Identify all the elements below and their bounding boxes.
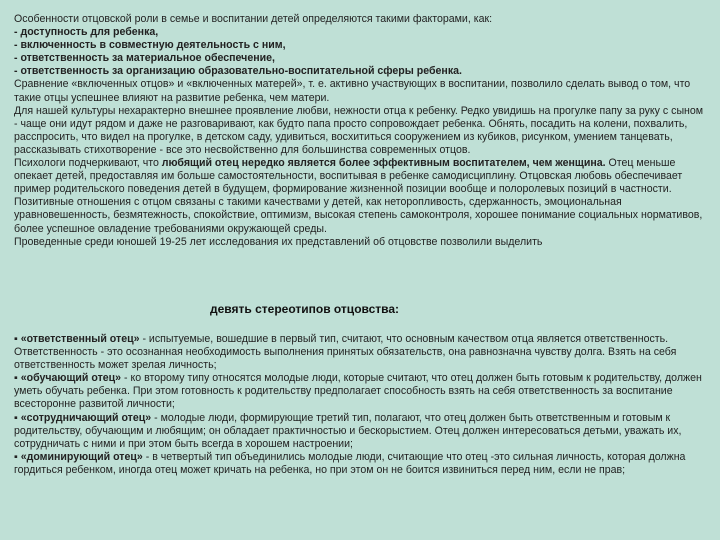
stereotype-name: «обучающий отец» xyxy=(20,372,122,385)
psych-text-post: Отец меньше опекает детей, предоставляя им больше самостоятельности, воспитывая в ребенке самодисциплину. Отцовская любовь обеспечивает пример родительского поведения детей в будущем, формирование жизненной позиции вообще и полоролевых позиций в частности. Позитивные отношения с отцом связаны с такими качествами у детей, как неторопливость, сдержанность, эмоциональная уравновешенность, безмятежность, спокойствие, оптимизм, высокая степень самоконтроля, хорошее понимание социальных нормативов, более успешное овладение требованиями окружающей среды. xyxy=(14,157,703,235)
factor-item: - доступность для ребенка, xyxy=(14,26,159,39)
stereotype-text: - испытуемые, вошедшие в первый тип, считают, что основным качеством отца является ответственность. Ответственность - это осознанная необходимость выполнения принятых обязательств, она равнозначна чувству долга. Взять на себя ответственность может зрелая личность; xyxy=(14,333,677,372)
psych-text-pre: Психологи подчеркивают, что xyxy=(14,157,162,170)
culture-text: Для нашей культуры нехарактерно внешнее проявление любви, нежности отца к ребенку. Редко увидишь на прогулке папу за руку с сыном - чаще они идут рядом и даже не разговаривают, как будто папа просто сопровождает ребенка. Обнять, посадить на колени, похвалить, расспросить, что видел на прогулке, в детском саду, удивиться, восхититься сооружением из кубиков, рисунком, умением танцевать, рассказывать стихотворение - все это несвойственно для большинства современных отцов. xyxy=(14,104,704,156)
stereotype-item xyxy=(14,412,708,451)
stereotype-text: - ко второму типу относятся молодые люди, которые считают, что отец должен быть готовым к родительству, должен уметь обучать ребенка. При этом готовность к родительству предполагает способность взять на себя ответственность за воспитание всесторонне развитой личности; xyxy=(14,372,702,411)
bullet: ▪ xyxy=(14,450,21,463)
stereotype-list xyxy=(14,333,708,477)
study-text: Проведенные среди юношей 19-25 лет исследования их представлений об отцовстве позволили выделить xyxy=(14,235,543,248)
stereotype-name: «доминирующий отец» xyxy=(20,450,143,463)
psych-text-bold: любящий отец нередко является более эффективным воспитателем, чем женщина. xyxy=(161,157,606,170)
bullet: ▪ xyxy=(14,333,21,345)
stereotype-text: - молодые люди, формирующие третий тип, полагают, что отец должен быть ответственным и готовым к родительству, обучающим и любящим; он обладает практичностью и бескорыстием. Отец должен интересоваться детьми, уважать их, сотрудничать с ними и при этом быть всегда в хорошем настроении; xyxy=(14,411,682,450)
stereotypes-heading: девять стереотипов отцовства: xyxy=(210,302,400,316)
stereotype-text: - в четвертый тип объединились молодые люди, считающие что отец -это сильная личность, которая должна гордиться ребенком, иногда отец может кричать на ребенка, но при этом он не боится извиниться перед ним, если не прав; xyxy=(14,450,686,476)
stereotype-item xyxy=(14,333,708,372)
text-block-top xyxy=(14,13,708,249)
factor-item: - ответственность за материальное обеспечение, xyxy=(14,52,275,65)
bullet: ▪ xyxy=(14,411,21,424)
bullet: ▪ xyxy=(14,372,21,385)
stereotype-item xyxy=(14,372,708,411)
stereotype-name: «ответственный отец» xyxy=(20,333,140,345)
stereotype-item xyxy=(14,451,708,477)
psych-paragraph xyxy=(14,157,708,236)
factor-item: - включенность в совместную деятельность с ним, xyxy=(14,39,286,52)
stereotype-name: «сотрудничающий отец» xyxy=(20,411,152,424)
comparison-text: Сравнение «включенных отцов» и «включенных матерей», т. е. активно участвующих в воспитании, позволило сделать вывод о том, что такие отцы успешнее влияют на развитие ребенка, чем матери. xyxy=(14,78,691,104)
factor-item: - ответственность за организацию образовательно-воспитательной сферы ребенка. xyxy=(14,65,462,78)
intro-text: Особенности отцовской роли в семье и воспитании детей определяются такими факторами, как: xyxy=(14,13,493,25)
